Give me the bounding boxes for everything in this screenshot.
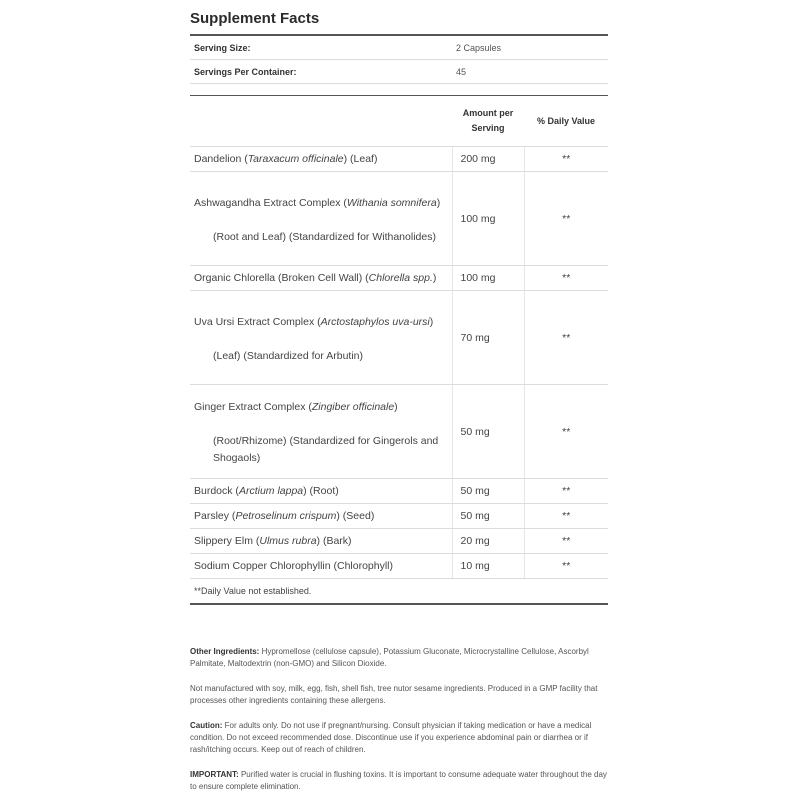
ingredient-name: Burdock (Arctium lappa) (Root) [190, 479, 452, 504]
ingredient-amount: 50 mg [452, 504, 524, 529]
latin-name: Arctostaphylos uva-ursi [320, 315, 430, 328]
serving-size-label: Serving Size: [190, 35, 452, 60]
ingredient-daily-value: ** [524, 147, 608, 172]
ingredient-daily-value: ** [524, 504, 608, 529]
ingredient-amount: 20 mg [452, 529, 524, 554]
ingredient-row [190, 479, 608, 504]
latin-name: Ulmus rubra [259, 534, 317, 547]
latin-name: Zingiber officinale [311, 401, 395, 413]
daily-value-header: % Daily Value [524, 96, 608, 147]
ingredient-row [190, 385, 608, 479]
ingredient-name: Ashwagandha Extract Complex (Withania somnifera) (Root and Leaf) (Standardized for Withanolides) [190, 172, 452, 266]
ingredient-amount: 100 mg [452, 172, 524, 266]
section-divider [190, 84, 608, 96]
ingredient-row [190, 266, 608, 291]
serving-size-row [190, 35, 608, 60]
ingredient-daily-value: ** [524, 291, 608, 385]
ingredient-amount: 50 mg [452, 385, 524, 479]
caution-statement: Caution: For adults only. Do not use if pregnant/nursing. Consult physician if taking medication or have a medical condition. Do not exceed recommended dose. Discontinue use if you experience abdominal pain or diarrhea or if rash/itching occurs. Keep out of reach of children. [190, 721, 592, 754]
servings-per-container-label: Servings Per Container: [190, 60, 452, 84]
ingredient-daily-value: ** [524, 172, 608, 266]
latin-name: Arctium lappa [238, 484, 304, 497]
panel-title: Supplement Facts [190, 10, 320, 27]
ingredient-name: Organic Chlorella (Broken Cell Wall) (Chlorella spp.) [190, 266, 452, 291]
label-notes [190, 646, 610, 806]
ingredient-amount: 10 mg [452, 554, 524, 579]
ingredient-standardization: (Root and Leaf) (Standardized for Withanolides) [213, 230, 436, 243]
ingredient-row [190, 529, 608, 554]
ingredient-name: Parsley (Petroselinum crispum) (Seed) [190, 504, 452, 529]
ingredient-amount: 50 mg [452, 479, 524, 504]
ingredient-daily-value: ** [524, 529, 608, 554]
ingredient-standardization: (Leaf) (Standardized for Arbutin) [213, 349, 363, 362]
ingredient-daily-value: ** [524, 554, 608, 579]
ingredient-name: Uva Ursi Extract Complex (Arctostaphylos uva-ursi) (Leaf) (Standardized for Arbutin) [190, 291, 452, 385]
ingredient-standardization: (Root/Rhizome) (Standardized for Gingerols and Shogaols) [213, 435, 439, 464]
important-statement: IMPORTANT: Purified water is crucial in flushing toxins. It is important to consume adequate water throughout the day to ensure complete elimination. [190, 770, 607, 791]
ingredient-row [190, 554, 608, 579]
ingredient-daily-value: ** [524, 385, 608, 479]
ingredient-row [190, 147, 608, 172]
latin-name: Petroselinum crispum [235, 509, 337, 522]
servings-per-container-value: 45 [452, 60, 608, 84]
latin-name: Chlorella spp. [368, 271, 433, 284]
supplement-facts-panel [190, 8, 608, 605]
ingredient-row [190, 504, 608, 529]
allergen-statement: Not manufactured with soy, milk, egg, fish, shell fish, tree nutor sesame ingredients. Produced in a GMP facility that processes other ingredients containing these allergens. [190, 684, 598, 705]
servings-per-container-row [190, 60, 608, 84]
supplement-facts-table [190, 34, 608, 605]
serving-size-value: 2 Capsules [452, 35, 608, 60]
amount-per-serving-header: Amount per Serving [452, 96, 524, 147]
ingredient-daily-value: ** [524, 266, 608, 291]
ingredient-daily-value: ** [524, 479, 608, 504]
ingredient-amount: 100 mg [452, 266, 524, 291]
footnote-row [190, 579, 608, 605]
ingredient-name: Dandelion (Taraxacum officinale) (Leaf) [190, 147, 452, 172]
ingredient-name: Slippery Elm (Ulmus rubra) (Bark) [190, 529, 452, 554]
latin-name: Withania somnifera [346, 196, 437, 209]
ingredient-amount: 200 mg [452, 147, 524, 172]
ingredient-row [190, 291, 608, 385]
column-header-row [190, 96, 608, 147]
other-ingredients: Other Ingredients: Hypromellose (cellulose capsule), Potassium Gluconate, Microcrystalline Cellulose, Ascorbyl Palmitate, Maltodextrin (non-GMO) and Silicon Dioxide. [190, 647, 589, 668]
ingredient-row [190, 172, 608, 266]
ingredient-name: Sodium Copper Chlorophyllin (Chlorophyll) [190, 554, 452, 579]
latin-name: Taraxacum officinale [247, 152, 344, 165]
ingredient-amount: 70 mg [452, 291, 524, 385]
ingredient-name: Ginger Extract Complex (Zingiber officinale) (Root/Rhizome) (Standardized for Gingerols and Shogaols) [190, 385, 452, 479]
daily-value-footnote: **Daily Value not established. [190, 579, 608, 605]
